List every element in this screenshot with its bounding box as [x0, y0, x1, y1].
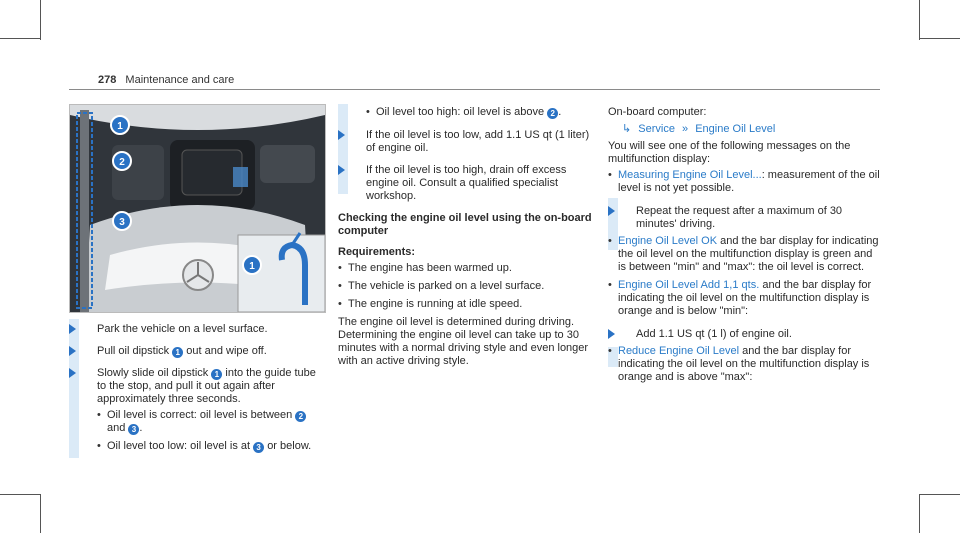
- callout-badge: 1: [211, 369, 222, 380]
- column-3: [608, 106, 880, 389]
- callout-badge: 2: [295, 411, 306, 422]
- step-text: If the oil level is too low, add 1.1 US qt (1 liter) of engine oil.: [366, 129, 590, 154]
- crop-mark: [40, 494, 41, 533]
- bullet-text: : measurement of the oil level is not yet possible.: [618, 169, 880, 194]
- step-text: Park the vehicle on a level surface.: [97, 323, 268, 335]
- list-item: [338, 280, 593, 293]
- display-message: Reduce Engine Oil Level: [618, 345, 740, 357]
- step-text: Pull oil dipstick: [97, 345, 170, 357]
- step-text: into the guide tube to the stop, and pull it out again after approximately three seconds.: [97, 367, 316, 405]
- bullet-text: and: [107, 422, 126, 434]
- section-heading: Checking the engine oil level using the on-board computer: [338, 212, 592, 237]
- step: [338, 164, 593, 203]
- step: [608, 328, 880, 341]
- list-item: [338, 262, 593, 275]
- callout-badge: 3: [253, 442, 264, 453]
- display-message: Measuring Engine Oil Level...: [618, 169, 762, 181]
- list-item: [608, 169, 880, 195]
- step-text: Add 1.1 US qt (1 l) of engine oil.: [636, 328, 792, 340]
- step-arrow-icon: [338, 165, 345, 175]
- bullet-text: and the bar display for indicating the oil level on the multifunction display is green and is between "min" and "max": the oil level is correct.: [618, 235, 879, 273]
- step-arrow-icon: [608, 329, 615, 339]
- crop-mark: [40, 0, 41, 40]
- crop-mark: [0, 494, 40, 495]
- bullet-text: The engine has been warmed up.: [348, 262, 512, 274]
- menu-item-service: Service: [638, 123, 675, 135]
- double-chevron-icon: »: [682, 123, 689, 135]
- bullet-text: Oil level is correct: oil level is between: [107, 409, 293, 421]
- callout-2: 2: [119, 157, 125, 168]
- list-item: [338, 298, 593, 311]
- bullet-text: and the bar display for indicating the oil level on the multifunction display is orange and is below "min":: [618, 279, 872, 317]
- callout-badge: 1: [172, 347, 183, 358]
- step: [338, 129, 593, 155]
- step-text: Repeat the request after a maximum of 30 minutes' driving.: [636, 205, 843, 230]
- bullet-text: Oil level too high: oil level is above: [376, 106, 545, 118]
- page-number: 278: [98, 74, 117, 86]
- bullet-text: or below.: [267, 440, 312, 452]
- display-message: Engine Oil Level OK: [618, 235, 718, 247]
- callout-1-detail: 1: [249, 261, 255, 272]
- return-arrow-icon: ↳: [622, 123, 632, 135]
- paragraph: The engine oil level is determined during driving. Determining the engine oil level can take up to 30 minutes with a normal driving style and even longer with an active driving style.: [338, 316, 589, 367]
- menu-path: [618, 123, 880, 136]
- list-item: [97, 440, 324, 453]
- section-title: Maintenance and care: [125, 74, 235, 86]
- step: [69, 367, 324, 406]
- paragraph: On-board computer:: [608, 106, 707, 118]
- menu-item-engine-oil-level: Engine Oil Level: [695, 123, 776, 135]
- step-arrow-icon: [69, 368, 76, 378]
- crop-mark: [919, 494, 920, 533]
- callout-3: 3: [119, 217, 125, 228]
- step-arrow-icon: [338, 130, 345, 140]
- bullet-text: Oil level too low: oil level is at: [107, 440, 251, 452]
- step: [69, 323, 324, 336]
- requirements-label: Requirements:: [338, 246, 416, 258]
- crop-mark: [920, 38, 960, 39]
- engine-illustration: [70, 105, 325, 312]
- crop-mark: [919, 0, 920, 40]
- display-message: Engine Oil Level Add 1,1 qts.: [618, 279, 760, 291]
- page-header: [98, 74, 234, 87]
- list-item: • Oil level too high: oil level is above 2 .: [366, 106, 593, 119]
- bullet-text: The engine is running at idle speed.: [348, 298, 523, 310]
- step: [69, 345, 324, 358]
- step-arrow-icon: [69, 324, 76, 334]
- list-item: [608, 345, 880, 384]
- callout-badge: 3: [128, 424, 139, 435]
- crop-mark: [920, 494, 960, 495]
- callout-badge: 2: [547, 108, 558, 119]
- engine-bay-photo: [69, 104, 326, 313]
- bullet-text: and the bar display for indicating the oil level on the multifunction display is orange and is above "max":: [618, 345, 870, 383]
- list-item: [608, 279, 880, 318]
- paragraph: You will see one of the following messages on the multifunction display:: [608, 140, 851, 165]
- callout-1: 1: [117, 121, 123, 132]
- step: [608, 205, 880, 231]
- header-divider: [69, 89, 880, 90]
- step-text: Slowly slide oil dipstick: [97, 367, 209, 379]
- step-text: If the oil level is too high, drain off excess engine oil. Consult a qualified specialist workshop.: [366, 164, 567, 202]
- step-text: out and wipe off.: [186, 345, 267, 357]
- list-item: • Oil level is correct: oil level is between 2 and 3 .: [97, 409, 324, 435]
- bullet-text: The vehicle is parked on a level surface.: [348, 280, 545, 292]
- step-arrow-icon: [608, 206, 615, 216]
- list-item: [608, 235, 880, 274]
- crop-mark: [0, 38, 40, 39]
- column-2: [338, 106, 593, 376]
- step-arrow-icon: [69, 346, 76, 356]
- column-1: [69, 323, 324, 458]
